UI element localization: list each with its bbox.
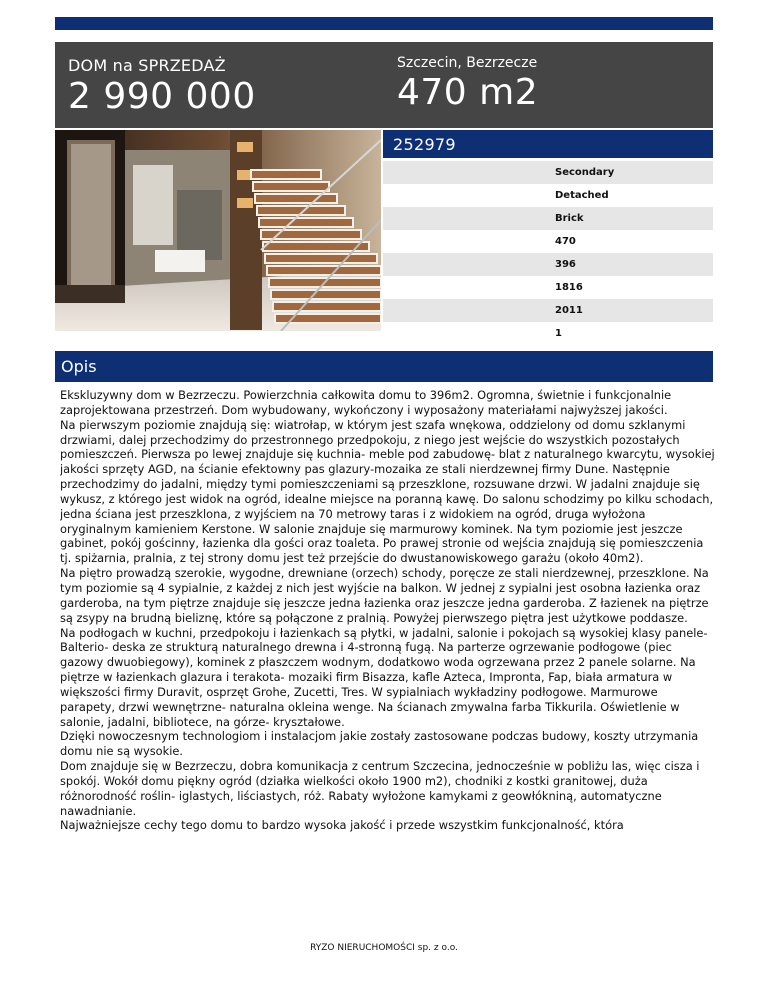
property-photo <box>55 130 381 331</box>
listing-id: 252979 <box>393 135 456 154</box>
attribute-row <box>383 184 713 207</box>
footer-company: RYZO NIERUCHOMOŚCI sp. z o.o. <box>310 943 458 953</box>
attribute-row <box>383 230 713 253</box>
attribute-total-area: 470 <box>555 236 576 247</box>
top-accent-bar <box>55 17 713 30</box>
listing-id-bar <box>383 130 713 158</box>
listing-location: Szczecin, Bezrzecze <box>397 55 538 71</box>
listing-header <box>55 42 713 128</box>
attribute-row <box>383 299 713 322</box>
description-paragraph: Na podłogach w kuchni, przedpokoju i łazienkach są płytki, w jadalni, salonie i pokojach są wysokiej klasy panele- Balterio- deska ze strukturą naturalnego drewna i 4-stronną fugą. Na parterze ogrzewanie podłogowe (piec gazowy dwuobiegowy), kominek z płaszczem wodnym, dodatkowo woda ogrzewana przez 2 panele solarne. Na piętrze w łazienkach glazura i terakota- mozaiki firm Bisazza, kafle Azteca, Impronta, Fap, biała armatura w większości firmy Duravit, osprzęt Grohe, Zucetti, Tres. W sypialniach wykładziny podłogowe. Marmurowe parapety, drzwi wewnętrzne- naturalna okleina wenge. Na ścianach zmywalna farba Tikkurila. Oświetlenie w salonie, jadalni, bibliotece, na górze- kryształowe. <box>60 625 708 729</box>
attribute-material: Brick <box>555 213 584 224</box>
attribute-market: Secondary <box>555 167 615 178</box>
description-paragraph: Ekskluzywny dom w Bezrzeczu. Powierzchnia całkowita domu to 396m2. Ogromna, świetnie i funkcjonalnie zaprojektowana przestrzeń. Dom wybudowany, wykończony i wyposażony materiałami najwyższej jakości. <box>60 388 672 417</box>
description-paragraph: Dom znajduje się w Bezrzeczu, dobra komunikacja z centrum Szczecina, jednocześnie w pobliżu las, więc cisza i spokój. Wokół domu piękny ogród (działka wielkości około 1900 m2), chodniki z kostki granitowej, duża różnorodność roślin- iglastych, liściastych, róż. Rabaty wyłożone kamykami z geowłókniną, automatyczne nawadnianie. <box>60 759 700 818</box>
description-heading: Opis <box>61 357 97 376</box>
attribute-building-type: Detached <box>555 190 609 201</box>
attribute-row <box>383 276 713 299</box>
attribute-floors: 1 <box>555 328 562 339</box>
attribute-row <box>383 253 713 276</box>
attribute-usable-area: 396 <box>555 259 576 270</box>
description-paragraph: Na piętro prowadzą szerokie, wygodne, drewniane (orzech) schody, poręcze ze stali nierdzewnej, przeszklone. Na tym poziomie są 4 sypialnie, z każdej z nich jest wyjście na balkon. W jednej z sypialni jest osobna łazienka oraz garderoba, na tym piętrze znajduje się jeszcze jedna łazienka oraz jeszcze jedna garderoba. Z łazienek na piętrze są zsypy na brudną bieliznę, które są połączone z pralnią. Powyżej pierwszego piętra jest użytkowe poddasze. <box>60 566 709 625</box>
attributes-table <box>383 161 713 345</box>
description-heading-bar <box>55 351 713 382</box>
description-paragraph: Na pierwszym poziomie znajdują się: wiatrołap, w którym jest szafa wnękowa, oddzielony od domu szklanymi drzwiami, dalej przechodzimy do przestronnego przedpokoju, z niego jest wejście do wszystkich pozostałych pomieszczeń. Pierwsza po lewej znajduje się kuchnia- meble pod zabudowę- blat z naturalnego kwarcytu, wysokiej jakości sprzęty AGD, na ścianie efektowny pas glazury-mozaika ze stali nierdzewnej firmy Dune. Następnie przechodzimy do jadalni, między tymi pomieszczeniami są przeszklone, rozsuwane drzwi. W jadalni znajduje się wykusz, z którego jest widok na ogród, idealne miejsce na poranną kawę. Do salonu schodzimy po kilku schodach, jedna ściana jest przeszklona, z wyjściem na 70 metrowy taras i z widokiem na ogród, druga wyłożona oryginalnym kamieniem Kerstone. W salonie znajduje się marmurowy kominek. Na tym poziomie jest jeszcze gabinet, pokój gościnny, łazienka dla gości oraz toaleta. Po prawej stronie od wejścia znajdują się pomieszczenia tj. spiżarnia, pralnia, z tej strony domu jest też przejście do dwustanowiskowego garażu (około 40m2). <box>60 417 715 566</box>
listing-price: 2 990 000 <box>68 76 256 117</box>
description-body <box>60 388 715 908</box>
attribute-row <box>383 207 713 230</box>
listing-area: 470 m2 <box>397 72 539 113</box>
attribute-plot-area: 1816 <box>555 282 583 293</box>
attribute-row <box>383 161 713 184</box>
description-paragraph: Najważniejsze cechy tego domu to bardzo wysoka jakość i przede wszystkim funkcjonalność, która <box>60 818 624 833</box>
description-paragraph: Dzięki nowoczesnym technologiom i instalacjom jakie zostały zastosowane podczas budowy, koszty utrzymania domu nie są wysokie. <box>60 729 699 759</box>
attribute-row <box>383 322 713 345</box>
attribute-year-built: 2011 <box>555 305 583 316</box>
listing-type: DOM na SPRZEDAŻ <box>68 56 226 75</box>
